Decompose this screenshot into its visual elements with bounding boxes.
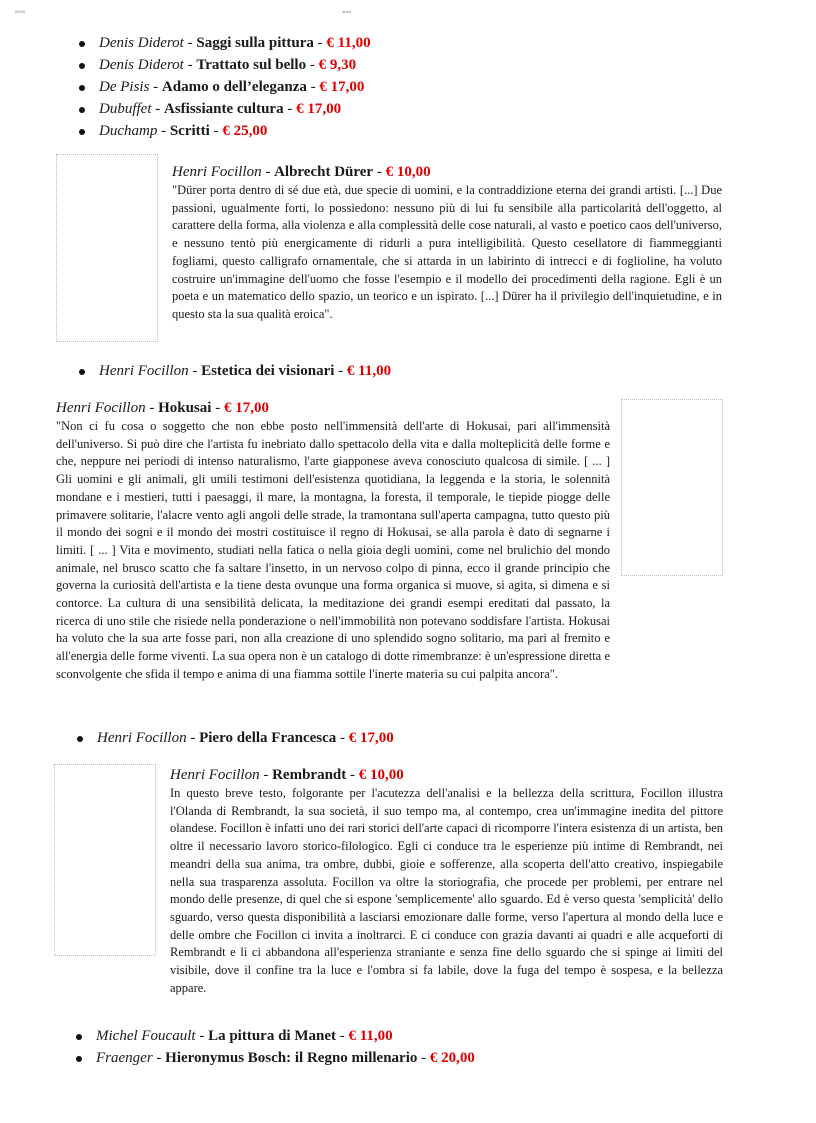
book-price: € 17,00 (348, 730, 394, 746)
list-item[interactable]: Denis Diderot - Saggi sulla pittura - € 11,00 (99, 32, 371, 54)
book-cover-image[interactable] (54, 764, 156, 956)
book-author: Henri Focillon (172, 164, 262, 180)
book-title: Scritti (169, 123, 210, 139)
book-entry-rembrandt (170, 765, 723, 997)
book-heading[interactable]: Henri Focillon - Albrecht Dürer - € 10,00 (172, 164, 431, 180)
book-title: Saggi sulla pittura (196, 35, 314, 51)
book-entry-durer (172, 162, 722, 324)
book-price: € 17,00 (223, 400, 269, 416)
book-price: € 11,00 (346, 363, 392, 379)
book-author: Denis Diderot (99, 35, 184, 51)
book-title: Trattato sul bello (196, 57, 307, 73)
book-author: Henri Focillon (99, 363, 189, 379)
list-item[interactable]: Fraenger - Hieronymus Bosch: il Regno millenario - € 20,00 (96, 1047, 475, 1069)
book-price: € 10,00 (358, 767, 404, 783)
book-list-f (96, 1025, 475, 1069)
list-item[interactable]: Duchamp - Scritti - € 25,00 (99, 120, 371, 142)
book-title: Hokusai (158, 400, 212, 416)
book-price: € 20,00 (429, 1050, 475, 1066)
book-heading[interactable]: Henri Focillon - Rembrandt - € 10,00 (170, 767, 404, 783)
book-cover-image[interactable] (56, 154, 158, 342)
book-title: La pittura di Manet (208, 1028, 336, 1044)
list-item[interactable]: De Pisis - Adamo o dell’eleganza - € 17,00 (99, 76, 371, 98)
book-cover-image[interactable] (621, 399, 723, 576)
book-title: Estetica dei visionari (201, 363, 335, 379)
book-price: € 9,30 (318, 57, 357, 73)
book-author: De Pisis (99, 79, 150, 95)
book-price: € 11,00 (348, 1028, 393, 1044)
book-author: Henri Focillon (56, 400, 146, 416)
page-header-left: 00/00 (15, 9, 26, 14)
book-author: Henri Focillon (170, 767, 260, 783)
book-price: € 11,00 (326, 35, 371, 51)
book-list-estetica (99, 360, 391, 382)
list-item[interactable]: Denis Diderot - Trattato sul bello - € 9,30 (99, 54, 371, 76)
book-title: Albrecht Dürer (274, 164, 374, 180)
book-heading[interactable]: Henri Focillon - Hokusai - € 17,00 (56, 400, 269, 416)
book-price: € 17,00 (296, 101, 342, 117)
list-item[interactable]: Dubuffet - Asfissiante cultura - € 17,00 (99, 98, 371, 120)
book-description: In questo breve testo, folgorante per l'acutezza dell'analisi e la bellezza della scrittura, Focillon illustra l'Olanda di Rembrandt, la sua società, il suo tempo ma, al contempo, crea un'immagine inedita del pittore olandese. Focillon è infatti uno dei rari storici dell'arte capaci di ricomporre l'intera esistenza di un artista, ben oltre il necessario lavoro storico-filologico. Egli ci conduce tra le esperienze più intime di Rembrandt, nei meandri della sua anima, tra ombre, dubbi, gioie e sofferenze, alla scoperta dell'atto creativo, inspiegabile nella sua trasparenza assoluta. Focillon va oltre la storiografia, che procede per problemi, per entrare nel mondo delle presenze, di quel che si espone 'semplicemente' allo sguardo. Ed è verso questa 'semplicità' dello sguardo, verso questa disponibilità a lasciarsi emozionare dalle forme, verso l'apertura al mondo della luce e delle ombre che Focillon ci invita a inoltrarci. E ci conduce con grazia davanti ai quadri e alle acqueforti di Rembrandt e lì ci abbandona all'esperienza straniante e senza fine dello sguardo che si spinge ai limiti del visibile, dove il confine tra la luce e l'ombra si fa labile, dove la fuga del tempo è sospesa, e la bellezza appare. (170, 786, 723, 995)
book-title: Asfissiante cultura (164, 101, 284, 117)
book-list-piero (97, 727, 394, 749)
list-item[interactable]: Henri Focillon - Piero della Francesca - € 17,00 (97, 727, 394, 749)
book-description: "Dürer porta dentro di sé due età, due specie di uomini, e la contraddizione eterna dei grandi artisti. [...] Due passioni, ugualmente forti, lo possiedono: nessuno più di lui fu sensibile alla particolarità dell'oggetto, al carattere della forma, alla violenza e alla complessità delle cose naturali, al vasto e poetico caos dell'universo, e nessuno tentò più energicamente di ridurli a pura intelligibilità. Questo cesellatore di fiammeggianti fogliami, questo calligrafo ornamentale, che si attarda in un labirinto di intrecci e di foglioline, ha voluto costruire un'immagine dell'uomo che fosse l'esempio e il modello dei procedimenti della ragione. Egli è un poeta e un matematico dello spazio, un teorico e un ispirato. [...] Dürer ha il privilegio dell'inquietudine, e in questo sta la sua qualità eroica". (172, 183, 722, 321)
book-description: "Non ci fu cosa o soggetto che non ebbe posto nell'immensità dell'arte di Hokusai, pari all'immensità dell'universo. Si può dire che l'artista fu inebriato dallo spettacolo della vita e dalla molteplicità delle forme e che, neppure nei periodi di intenso naturalismo, l'arte giapponese aveva conosciuto qualcosa di simile. [ ... ] Gli uomini e gli animali, gli umili testimoni dell'esistenza quotidiana, la leggenda e la storia, le solennità mondane e i mestieri, tutti i paesaggi, il mare, la montagna, la foresta, il temporale, le tiepide piogge delle primavere solitarie, l'alacre vento agli angoli delle strade, la tramontana sull'aperta campagna, tutto questo più il mondo dei sogni e il mondo dei mostri costituisce il regno di Hokusai, se alla parola è dato di segnarne i limiti. [ ... ] Vita e movimento, studiati nella fatica o nella gioia degli uomini, come nel brulichio del mondo animale, nel brusco scatto che fa saltare l'insetto, in un nervoso colpo di pinna, ecco il grande principio che governa la curiosità dell'artista e la tiene desta ovunque una forma organica si muove, si agita, si dimena e si contorce. La cultura di una sensibilità delicata, la meditazione dei grandi esempi ereditati dal passato, la ricerca di uno stile che risiede nella ponderazione o nell'immobilità non potevano soddisfare l'artista. Hokusai ha voluto che la sua arte fosse pari, non alla creazione di uno splendido sogno solitario, ma pari al fremito e all'energia delle forme viventi. La sua opera non è un catalogo di dotte rimembranze: è un'espressione diretta e sconvolgente che sfida il tempo e anima di una fiamma sottile l'inerte materia su cui palpita ancora". (56, 419, 610, 681)
book-author: Michel Foucault (96, 1028, 196, 1044)
book-price: € 25,00 (222, 123, 268, 139)
book-author: Fraenger (96, 1050, 153, 1066)
book-list-d (99, 32, 371, 142)
list-item[interactable]: Michel Foucault - La pittura di Manet - € 11,00 (96, 1025, 475, 1047)
book-author: Denis Diderot (99, 57, 184, 73)
book-title: Hieronymus Bosch: il Regno millenario (165, 1050, 418, 1066)
book-title: Adamo o dell’eleganza (161, 79, 307, 95)
book-price: € 10,00 (385, 164, 431, 180)
book-author: Dubuffet (99, 101, 152, 117)
book-author: Duchamp (99, 123, 158, 139)
book-price: € 17,00 (319, 79, 365, 95)
book-entry-hokusai (56, 398, 610, 684)
book-title: Piero della Francesca (199, 730, 337, 746)
list-item[interactable]: Henri Focillon - Estetica dei visionari - € 11,00 (99, 360, 391, 382)
page-header-right: fedro (342, 9, 352, 14)
book-author: Henri Focillon (97, 730, 187, 746)
book-title: Rembrandt (272, 767, 347, 783)
